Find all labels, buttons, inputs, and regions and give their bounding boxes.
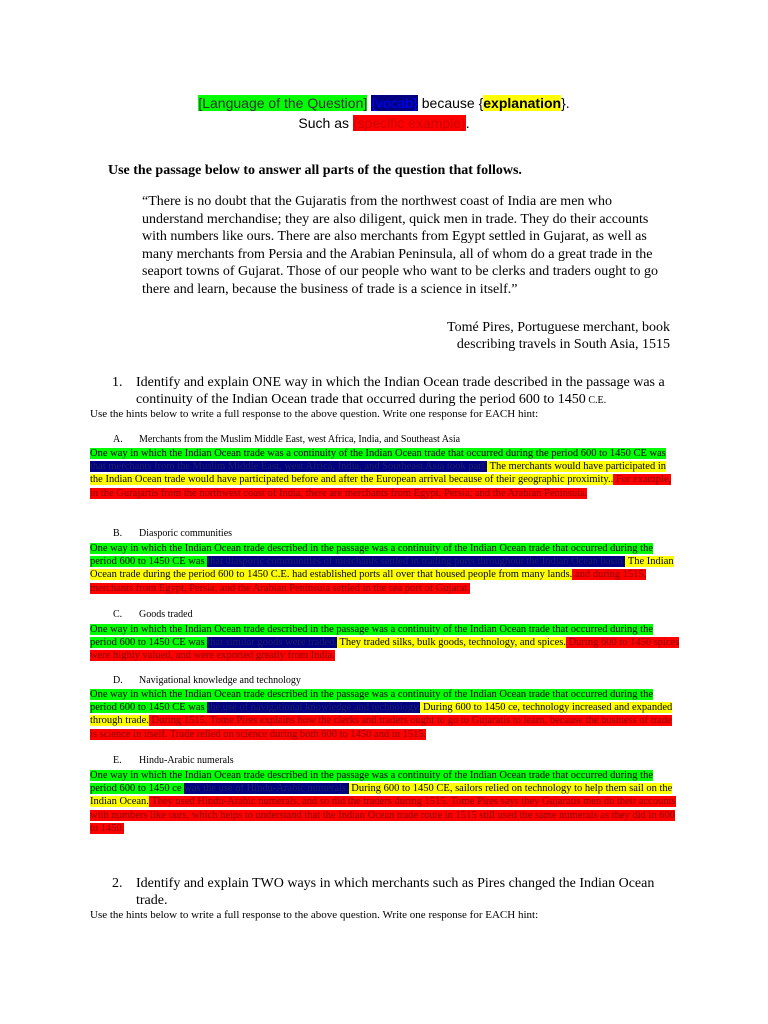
attribution-line-1: Tomé Pires, Portuguese merchant, book: [447, 320, 670, 335]
legend-close-2: .: [465, 115, 470, 131]
legend-vocab: {vocab}: [371, 95, 418, 111]
legend-language: [Language of the Question]: [198, 95, 368, 111]
question-2-number: 2.: [112, 876, 123, 891]
attribution-line-2: describing travels in South Asia, 1515: [456, 337, 670, 352]
attribution: [447, 319, 670, 353]
question-1-hint: Use the hints below to write a full response to the above question. Write one response for EACH hint:: [90, 408, 539, 420]
question-1-line-2: continuity of the Indian Ocean trade that occurred during the period 600 to 1450 C.E.: [136, 392, 607, 407]
question-1-number: 1.: [112, 375, 123, 390]
answer-d: One way in which the Indian Ocean trade described in the passage was a continuity of the Indian Ocean trade that occurred during the period 600 to 1450 CE was the use of navigational knowledge and technology. During 600 to 1450 ce, technology increased and expanded through trade. During 1515, Tome Pires explains how the clerks and traders ought to go to Gujaratis to learn, because the business of trade is science in itself. Trade relied on science during both 600 to 1450 and in 1515.: [90, 689, 673, 740]
legend-such-as: Such as: [298, 115, 353, 131]
legend-line-2: [0, 113, 768, 133]
answer-e: One way in which the Indian Ocean trade described in the passage was a continuity of the Indian Ocean trade that occurred during the period 600 to 1450 ce was the use of Hindu-Arabic numerals. During 600 to 1450 CE, sailors relied on technology to help them sail on the Indian Ocean. They used Hindu-Arabic numerals, and so did the traders during 1515. Tome Pires says they Gujaratis men do their accounts with numbers like ours, which helps to understand that the Indian Ocean trade route in 1515 still used the same numerals as they did in 600 to 1450.: [90, 770, 676, 834]
answer-c: One way in which the Indian Ocean trade described in the passage was a continuity of the Indian Ocean trade that occurred during the period 600 to 1450 CE was that similar goods were traded. They traded silks, bulk goods, technology, and spices. During 600 to 1450 spices were highly valued, and were exported greatly from India.: [90, 624, 680, 662]
legend-explanation: explanation: [483, 95, 562, 111]
legend-example: {specific example}: [352, 115, 466, 131]
answer-b: One way in which the Indian Ocean trade described in the passage was a continuity of the Indian Ocean trade that occurred during the period 600 to 1450 CE was that diasporic communities of merchants settled in trading ports throughout the Indian Ocean basin. The Indian Ocean trade during the period 600 to 1450 C.E. had established ports all over that housed people from many lands. and during 1515, merchants from Egypt, Persia, and the Arabian Peninsula settled in the sea port of Gujarat.: [90, 543, 674, 594]
document-page: [Language of the Question] {vocab} because {explanation}. Such as {specific example}. Use the passage below to answer all parts of the question that follows. “There is no doubt that the Gujaratis from the northwest coast of India are men who understand merchandise; they are also diligent, quick men in trade. They do their accounts with numbers like ours. There are also merchants from Egypt settled in Gujarat, as well as many merchants from Persia and the Arabian Peninsula, all of whom do a great trade in the seaport towns of Gujarat. Those of our people who want to be clerks and traders ought to go there and learn, because the business of trade is a science in itself.” Tomé Pires, Portuguese merchant, book describing travels in South Asia, 1515 1. Identify and explain ONE way in which the Indian Ocean trade described in the passage was a continuity of the Indian Ocean trade that occurred during the period 600 to 1450 C.E. Use the hints below to write a full response to the above question. Write one response for EACH hint: A. Merchants from the Muslim Middle East, west Africa, India, and Southeast Asia One way in which the Indian Ocean trade was a continuity of the Indian Ocean trade that occurred during the period 600 to 1450 CE was that merchants from the Muslim Middle East, west Africa, India, and Southeast Asia took part. The merchants would have participated in the Indian Ocean trade would have participated before and after the European arrival because of their geographic proximity.. For example, in the Gurajartis from the northwest coast of India, there are merchants from Egypt, Persia, and the Arabian Peninsula. B. Diasporic communities One way in which the Indian Ocean trade described in the passage was a continuity of the Indian Ocean trade that occurred during the period 600 to 1450 CE was that diasporic communities of merchants settled in trading ports throughout the Indian Ocean basin. The Indian Ocean trade during the period 600 to 1450 C.E. had established ports all over that housed people from many lands. and during 1515, merchants from Egypt, Persia, and the Arabian Peninsula settled in the sea port of Gujarat. C. Goods traded One way in which the Indian Ocean trade described in the passage was a continuity of the Indian Ocean trade that occurred during the period 600 to 1450 CE was that similar goods were traded. They traded silks, bulk goods, technology, and spices. During 600 to 1450 spices were highly valued, and were exported greatly from India. D. Navigational knowledge and technology One way in which the Indian Ocean trade described in the passage was a continuity of the Indian Ocean trade that occurred during the period 600 to 1450 CE was the use of navigational knowledge and technology. During 600 to 1450 ce, technology increased and expanded through trade. During 1515, Tome Pires explains how the clerks and traders ought to go to Gujaratis to learn, because the business of trade is science in itself. Trade relied on science during both 600 to 1450 and in 1515. E. Hindu-Arabic numerals One way in which the Indian Ocean trade described in the passage was a continuity of the Indian Ocean trade that occurred during the period 600 to 1450 ce was the use of Hindu-Arabic numerals. During 600 to 1450 CE, sailors relied on technology to help them sail on the Indian Ocean. They used Hindu-Arabic numerals, and so did the traders during 1515. Tome Pires says they Gujaratis men do their accounts with numbers like ours, which helps to understand that the Indian Ocean trade route in 1515 still used the same numerals as they did in 600 to 1450. 2. Identify and explain TWO ways in which merchants such as Pires changed the Indian Ocean trade. Use the hints below to write a full response to the above question. Write one response for EACH hint:: [0, 0, 768, 1024]
question-2-line-1: Identify and explain TWO ways in which merchants such as Pires changed the Indian Ocean: [136, 876, 655, 891]
question-1-suffix: C.E.: [585, 395, 607, 406]
answer-a: One way in which the Indian Ocean trade was a continuity of the Indian Ocean trade that occurred during the period 600 to 1450 CE was that merchants from the Muslim Middle East, west Africa, India, and Southeast Asia took part. The merchants would have participated in the Indian Ocean trade would have participated before and after the European arrival because of their geographic proximity.. For example, in the Gurajartis from the northwest coast of India, there are merchants from Egypt, Persia, and the Arabian Peninsula.: [90, 448, 672, 499]
legend-line-1: [0, 93, 768, 113]
instruction: Use the passage below to answer all parts of the question that follows.: [108, 163, 522, 178]
legend-because: because {: [417, 95, 484, 111]
question-2-line-2: trade.: [136, 893, 168, 908]
quote-passage: “There is no doubt that the Gujaratis from the northwest coast of India are men who understand merchandise; they are also diligent, quick men in trade. They do their accounts with numbers like ours. There are also merchants from Egypt settled in Gujarat, as well as many merchants from Persia and the Arabian Peninsula, all of whom do a great trade in the seaport towns of Gujarat. Those of our people who want to be clerks and traders ought to go there and learn, because the business of trade is a science in itself.”: [142, 194, 659, 297]
question-2-hint: Use the hints below to write a full response to the above question. Write one response for EACH hint:: [90, 909, 539, 921]
question-1-line-1: Identify and explain ONE way in which the Indian Ocean trade described in the passage was a: [136, 375, 665, 390]
legend-close-1: }.: [561, 95, 570, 111]
